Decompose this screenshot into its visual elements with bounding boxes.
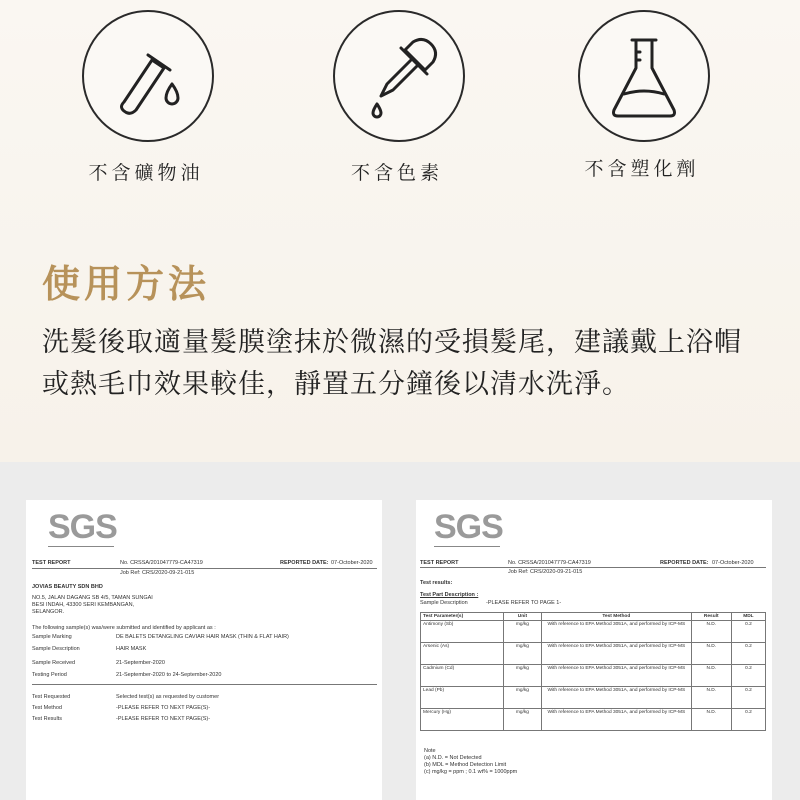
note-line: (a) N.D. = Not Detected [424, 755, 482, 761]
param-cell: Arsenic (As) [421, 643, 504, 665]
table-row [421, 665, 766, 687]
field-value: DE BALETS DETANGLING CAVIAR HAIR MASK (THIN & FLAT HAIR) [116, 634, 289, 640]
header-rule [32, 568, 377, 569]
table-header-row [421, 613, 766, 621]
unit-cell: mg/kg [503, 643, 541, 665]
test-report-page-2 [416, 500, 772, 800]
sgs-logo: SGS [48, 508, 117, 546]
feature-label-mineral-oil: 不含礦物油 [88, 162, 204, 184]
result-cell: N.D. [691, 621, 731, 643]
company-name: JOVIAS BEAUTY SDN BHD [32, 584, 103, 590]
result-cell: N.D. [691, 665, 731, 687]
feature-circle-plasticizer [578, 10, 710, 142]
column-header: Test Method [542, 613, 692, 621]
logo-divider [434, 546, 500, 547]
result-cell: N.D. [691, 687, 731, 709]
reported-date-label: REPORTED DATE: [660, 560, 709, 566]
param-cell: Cadmium (Cd) [421, 665, 504, 687]
test-report-area [0, 462, 800, 800]
method-cell: With reference to EPA Method 3051A, and performed by ICP-MS [542, 643, 692, 665]
column-header: Unit [503, 613, 541, 621]
field-value: -PLEASE REFER TO NEXT PAGE(S)- [116, 705, 211, 711]
test-report-page-1 [26, 500, 382, 800]
report-heading: TEST REPORT [32, 560, 71, 566]
method-cell: With reference to EPA Method 3051A, and performed by ICP-MS [542, 665, 692, 687]
usage-title: 使用方法 [42, 261, 211, 306]
column-header: Test Parameter(s) [421, 613, 504, 621]
part-description-label: Test Part Description : [420, 592, 479, 598]
sample-description-label: Sample Description [420, 600, 468, 606]
method-cell: With reference to EPA Method 3051A, and performed by ICP-MS [542, 709, 692, 731]
job-ref: Job Ref: CRS/2020-09-21-015 [508, 569, 583, 575]
unit-cell: mg/kg [503, 709, 541, 731]
dropper-icon [335, 12, 463, 140]
logo-divider [48, 546, 114, 547]
sgs-logo: SGS [434, 508, 503, 546]
field-label: Sample Marking [32, 634, 72, 640]
address-line-3: SELANGOR. [32, 609, 65, 615]
mdl-cell: 0.2 [731, 687, 765, 709]
field-label: Test Results [32, 716, 62, 722]
feature-label-plasticizer: 不含塑化劑 [584, 158, 700, 180]
sample-description-value: -PLEASE REFER TO PAGE 1- [486, 600, 562, 606]
flask-icon [580, 12, 708, 140]
param-cell: Mercury (Hg) [421, 709, 504, 731]
reported-date-value: 07-October-2020 [712, 560, 754, 566]
field-value: 21-September-2020 [116, 660, 165, 666]
test-parameters-table [420, 612, 766, 731]
report-number: No. CRSSA/201047779-CA47319 [120, 560, 203, 566]
feature-circle-mineral-oil [82, 10, 214, 142]
note-line: (c) mg/kg = ppm ; 0.1 wt% = 1000ppm [424, 769, 518, 775]
table-row [421, 687, 766, 709]
note-line: Note [424, 748, 436, 754]
unit-cell: mg/kg [503, 621, 541, 643]
method-cell: With reference to EPA Method 3051A, and performed by ICP-MS [542, 621, 692, 643]
field-value: Selected test(s) as requested by customer [116, 694, 220, 700]
result-cell: N.D. [691, 643, 731, 665]
note-line: (b) MDL = Method Detection Limit [424, 762, 507, 768]
address-line-2: BESI INDAH, 43300 SERI KEMBANGAN, [32, 602, 135, 608]
mdl-cell: 0.2 [731, 621, 765, 643]
reported-date-value: 07-October-2020 [331, 560, 373, 566]
table-row [421, 709, 766, 731]
field-label: Sample Received [32, 660, 76, 666]
field-label: Sample Description [32, 646, 80, 652]
field-label: Testing Period [32, 672, 67, 678]
mdl-cell: 0.2 [731, 709, 765, 731]
column-header: Result [691, 613, 731, 621]
sample-intro: The following sample(s) was/were submitted and identified by applicant as : [32, 625, 216, 631]
mdl-cell: 0.2 [731, 665, 765, 687]
field-label: Test Method [32, 705, 62, 711]
field-value: HAIR MASK [116, 646, 147, 652]
field-value: 21-September-2020 to 24-September-2020 [116, 672, 222, 678]
feature-label-colorant: 不含色素 [350, 162, 443, 184]
field-value: -PLEASE REFER TO NEXT PAGE(S)- [116, 716, 211, 722]
param-cell: Antimony (Sb) [421, 621, 504, 643]
job-ref: Job Ref: CRS/2020-09-21-015 [120, 570, 195, 576]
method-cell: With reference to EPA Method 3051A, and performed by ICP-MS [542, 687, 692, 709]
param-cell: Lead (Pb) [421, 687, 504, 709]
reported-date-label: REPORTED DATE: [280, 560, 329, 566]
test-tube-drop-icon [84, 12, 212, 140]
report-heading: TEST REPORT [420, 560, 459, 566]
section-rule [32, 684, 377, 685]
usage-instructions: 洗髮後取適量髮膜塗抹於微濕的受損髮尾，建議戴上浴帽或熱毛巾效果較佳，靜置五分鐘後以清水洗淨。 [42, 327, 742, 400]
table-row [421, 621, 766, 643]
unit-cell: mg/kg [503, 687, 541, 709]
results-label: Test results: [420, 580, 453, 586]
table-row [421, 643, 766, 665]
mdl-cell: 0.2 [731, 643, 765, 665]
report-number: No. CRSSA/201047779-CA47319 [508, 560, 591, 566]
column-header: MDL [731, 613, 765, 621]
feature-circle-colorant [333, 10, 465, 142]
unit-cell: mg/kg [503, 665, 541, 687]
address-line-1: NO.5, JALAN DAGANG SB 4/5, TAMAN SUNGAI [32, 595, 153, 601]
field-label: Test Requested [32, 694, 71, 700]
result-cell: N.D. [691, 709, 731, 731]
header-rule [420, 567, 766, 568]
